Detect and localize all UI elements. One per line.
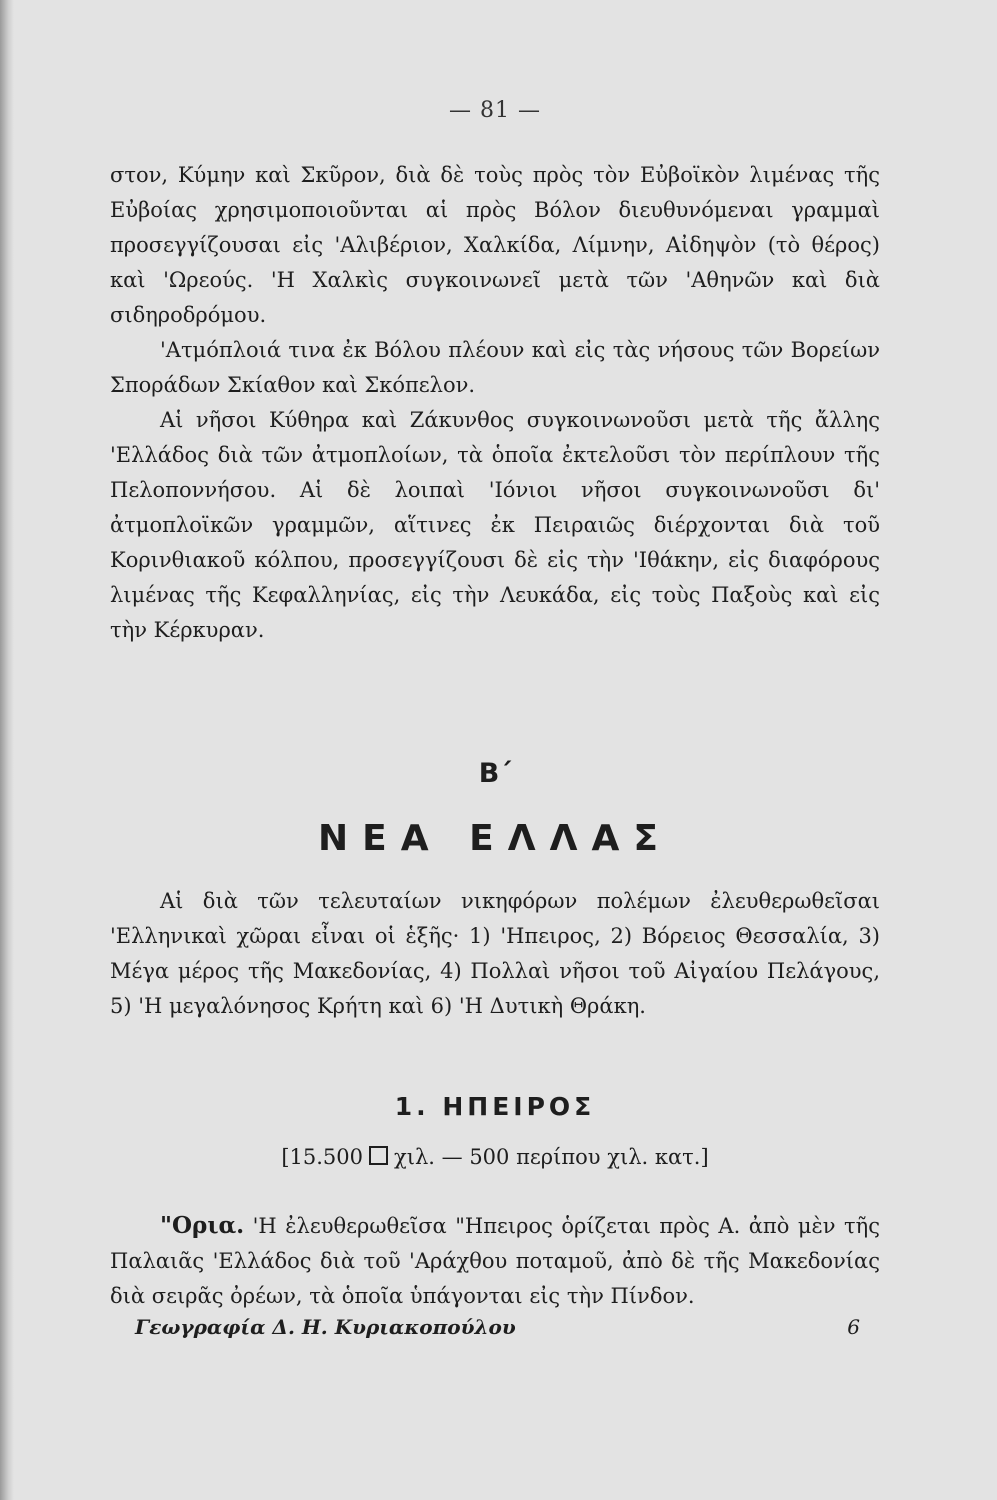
paragraph-new-territories: Αἱ διὰ τῶν τελευταίων νικηφόρων πολέμων ἐλευθερωθεῖσαι 'Ελληνικαὶ χῶραι εἶναι οἱ ἑξῆς· 1) 'Ηπειρος, 2) Βόρειος Θεσσαλία, 3) Μέγα μέρος τῆς Μακεδονίας, 4) Πολλαὶ νῆσοι τοῦ Αἰγαίου Πελάγους, 5) 'Η μεγαλόνησος Κρήτη καὶ 6) 'Η Δυτικὴ Θράκη. [110, 889, 880, 1018]
book-page [100, 0, 890, 1500]
page-footer [135, 1315, 860, 1339]
section-letter: Β΄ [478, 758, 512, 789]
paragraph-continuation: στον, Κύμην καὶ Σκῦρον, διὰ δὲ τοὺς πρὸς τὸν Εὐβοϊκὸν λιμένας τῆς Εὐβοίας χρησιμοποιοῦνται αἱ πρὸς Βόλον διευθυνόμεναι γραμμαὶ προσεγγίζουσαι εἰς 'Αλιβέριον, Χαλκίδα, Λίμνην, Αἰδηψὸν (τὸ θέρος) καὶ 'Ωρεούς. 'Η Χαλκὶς συγκοινωνεῖ μετὰ τῶν 'Αθηνῶν καὶ διὰ σιδηροδρόμου. [110, 163, 880, 327]
square-unit-icon [369, 1146, 388, 1165]
paragraph-lead-term: "Ορια. [160, 1212, 245, 1239]
paragraph-borders-text: 'Η ἐλευθερωθεῖσα "Ηπειρος ὁρίζεται πρὸς Α. ἀπὸ μὲν τῆς Παλαιᾶς 'Ελλάδος διὰ τοῦ 'Αράχθου ποταμοῦ, ἀπὸ δὲ τῆς Μακεδονίας διὰ σειρᾶς ὀρέων, τὰ ὁποῖα ὑπάγονται εἰς τὴν Πίνδον. [110, 1214, 880, 1308]
paragraph-borders [110, 1208, 880, 1314]
footer-signature-mark: 6 [847, 1315, 860, 1339]
paragraph-ionian-islands: Αἱ νῆσοι Κύθηρα καὶ Ζάκυνθος συγκοινωνοῦσι μετὰ τῆς ἄλλης 'Ελλάδος διὰ τῶν ἀτμοπλοίων, τὰ ὁποῖα ἐκτελοῦσι τὸν περίπλουν τῆς Πελοποννήσου. Αἱ δὲ λοιπαὶ 'Ιόνιοι νῆσοι συγκοινωνοῦσι δι' ἀτμοπλοϊκῶν γραμμῶν, αἵτινες ἐκ Πειραιῶς διέρχονται διὰ τοῦ Κορινθιακοῦ κόλπου, προσεγγίζουσι δὲ εἰς τὴν 'Ιθάκην, εἰς διαφόρους λιμένας τῆς Κεφαλληνίας, εἰς τὴν Λευκάδα, εἰς τοὺς Παξοὺς καὶ εἰς τὴν Κέρκυραν. [110, 408, 880, 642]
subsection-area-info [100, 1145, 890, 1169]
footer-book-title: Γεωγραφία Δ. Η. Κυριακοπούλου [135, 1315, 516, 1339]
population-value: χιλ. — 500 περίπου χιλ. κατ.] [394, 1145, 709, 1169]
page-number: — 81 — [449, 98, 541, 123]
subsection-title: 1. ΗΠΕΙΡΟΣ [394, 1092, 596, 1121]
area-value: [15.500 [281, 1145, 364, 1169]
book-spine-edge [0, 0, 14, 1500]
paragraph-steamships-volos: 'Ατμόπλοιά τινα ἐκ Βόλου πλέουν καὶ εἰς τὰς νήσους τῶν Βορείων Σποράδων Σκίαθον καὶ Σκόπελον. [110, 338, 880, 397]
section-title: ΝΕΑ ΕΛΛΑΣ [318, 818, 672, 859]
